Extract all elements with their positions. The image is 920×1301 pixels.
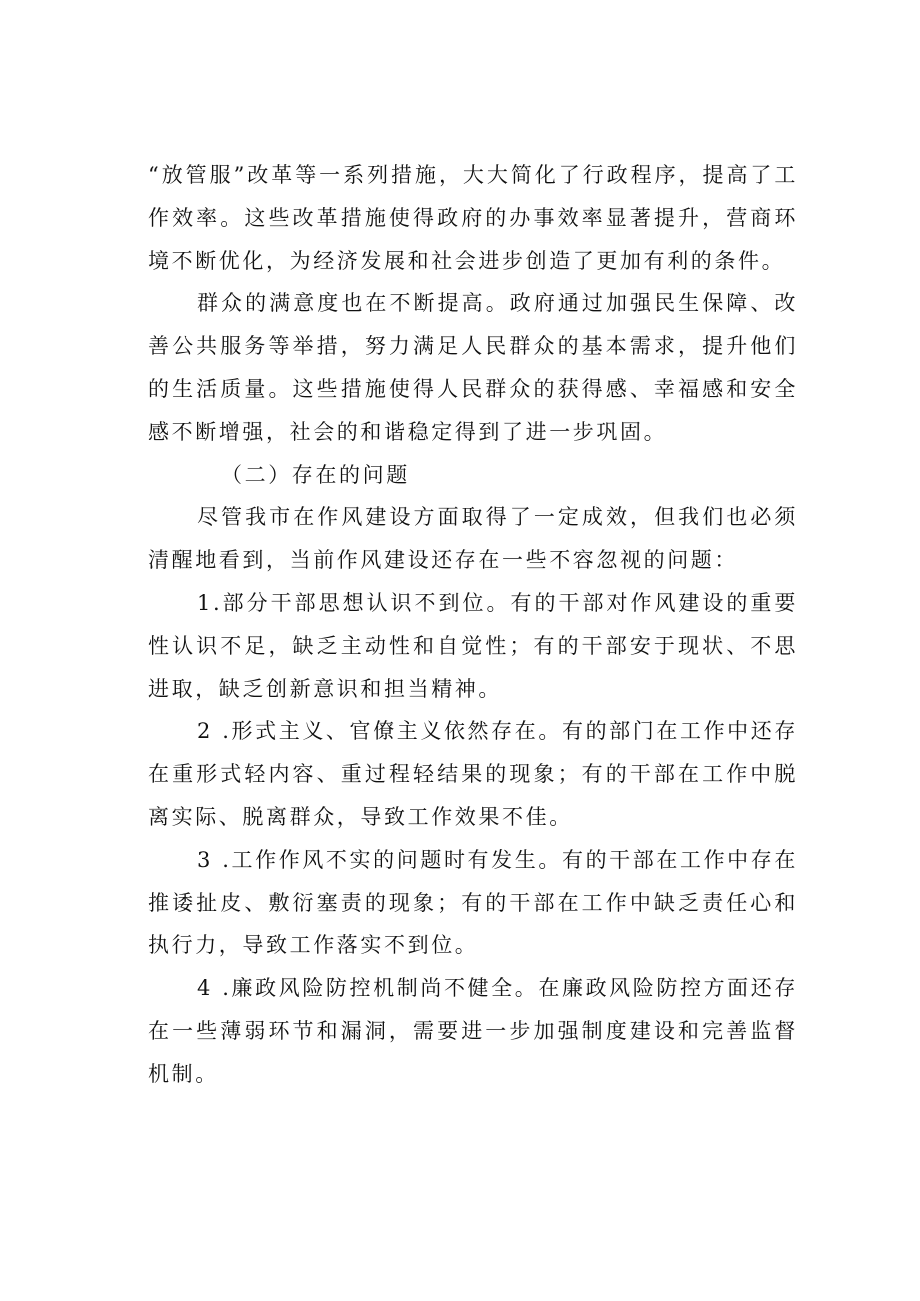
list-item-1: 1.部分干部思想认识不到位。有的干部对作风建设的重要性认识不足，缺乏主动性和自觉性；有的干部安于现状、不思进取，缺乏创新意识和担当精神。 [148,590,798,701]
paragraph-continuation: “放管服”改革等一系列措施，大大简化了行政程序，提高了工作效率。这些改革措施使得政府的办事效率显著提升，营商环境不断优化，为经济发展和社会进步创造了更加有利的条件。 [148,163,798,273]
list-item-3: 3 .工作作风不实的问题时有发生。有的干部在工作中存在推诿扯皮、敷衍塞责的现象；有的干部在工作中缺乏责任心和执行力，导致工作落实不到位。 [148,847,798,958]
list-item-4: 4 .廉政风险防控机制尚不健全。在廉政风险防控方面还存在一些薄弱环节和漏洞，需要进一步加强制度建设和完善监督机制。 [148,976,798,1086]
section-heading: （二）存在的问题 [221,462,410,487]
document-body [148,154,798,1096]
paragraph-intro-problems: 尽管我市在作风建设方面取得了一定成效，但我们也必须清醒地看到，当前作风建设还存在一些不容忽视的问题： [148,505,798,573]
list-item-2: 2 .形式主义、官僚主义依然存在。有的部门在工作中还存在重形式轻内容、重过程轻结果的现象；有的干部在工作中脱离实际、脱离群众，导致工作效果不佳。 [148,719,798,829]
paragraph-satisfaction: 群众的满意度也在不断提高。政府通过加强民生保障、改善公共服务等举措，努力满足人民群众的基本需求，提升他们的生活质量。这些措施使得人民群众的获得感、幸福感和安全感不断增强，社会的和谐稳定得到了进一步巩固。 [148,291,798,444]
